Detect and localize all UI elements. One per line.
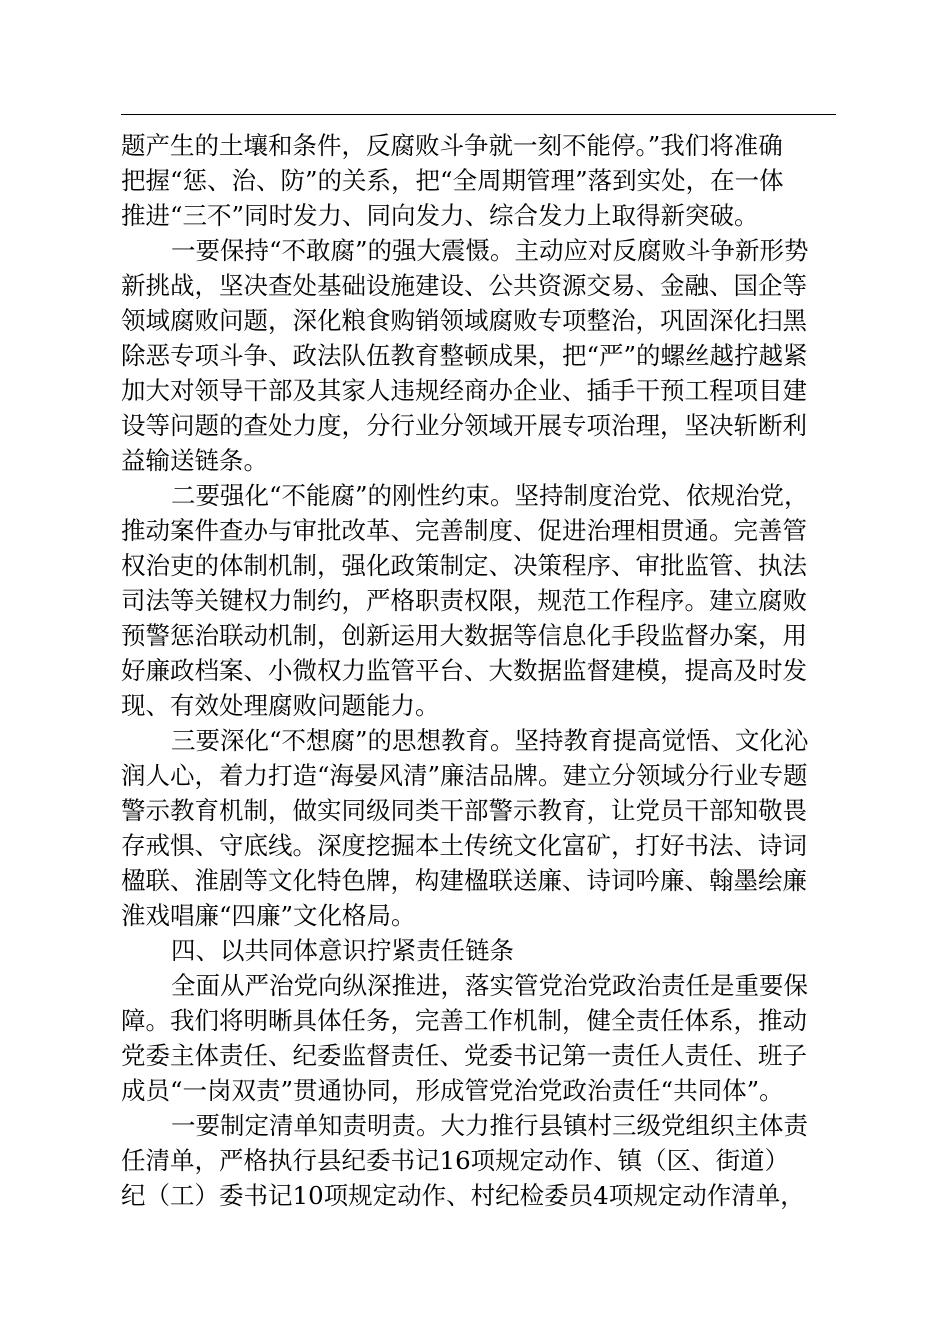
text-line: 全面从严治党向纵深推进，落实管党治党政治责任是重要保 <box>171 971 808 1000</box>
text-line: 益输送链条。 <box>121 446 268 475</box>
text-line: 题产生的土壤和条件，反腐败斗争就一刻不能停。”我们将准确 <box>121 131 783 160</box>
text-line: 好廉政档案、小微权力监管平台、大数据监督建模，提高及时发 <box>121 656 807 685</box>
text-line: 楹联、淮剧等文化特色牌，构建楹联送廉、诗词吟廉、翰墨绘廉 <box>121 866 807 895</box>
text-line: 警示教育机制，做实同级同类干部警示教育，让党员干部知敬畏 <box>121 796 807 825</box>
text-line: 设等问题的查处力度，分行业分领域开展专项治理，坚决斩断利 <box>121 411 807 440</box>
text-line: 润人心，着力打造“海晏风清”廉洁品牌。建立分领域分行业专题 <box>121 761 808 790</box>
text-line: 权治吏的体制机制，强化政策制定、决策程序、审批监管、执法 <box>121 551 807 580</box>
text-line: 司法等关键权力制约，严格职责权限，规范工作程序。建立腐败 <box>121 586 807 615</box>
text-line: 除恶专项斗争、政法队伍教育整顿成果，把“严”的螺丝越拧越紧 <box>121 341 808 370</box>
text-line: 存戒惧、守底线。深度挖掘本土传统文化富矿，打好书法、诗词 <box>121 831 807 860</box>
text-line: 纪（工）委书记10项规定动作、村纪检委员4项规定动作清单， <box>121 1181 805 1210</box>
text-line: 淮戏唱廉“四廉”文化格局。 <box>121 901 416 930</box>
text-line: 把握“惩、治、防”的关系，把“全周期管理”落到实处，在一体 <box>121 166 784 195</box>
text-line: 一要制定清单知责明责。大力推行县镇村三级党组织主体责 <box>171 1111 808 1140</box>
text-line: 四、以共同体意识拧紧责任链条 <box>171 936 514 965</box>
text-line: 障。我们将明晰具体任务，完善工作机制，健全责任体系，推动 <box>121 1006 807 1035</box>
text-line: 党委主体责任、纪委监督责任、党委书记第一责任人责任、班子 <box>121 1041 807 1070</box>
text-line: 预警惩治联动机制，创新运用大数据等信息化手段监督办案，用 <box>121 621 807 650</box>
document-body <box>121 128 836 1213</box>
text-line: 一要保持“不敢腐”的强大震慑。主动应对反腐败斗争新形势 <box>171 236 809 265</box>
text-line: 三要深化“不想腐”的思想教育。坚持教育提高觉悟、文化沁 <box>171 726 809 755</box>
text-line: 成员“一岗双责”贯通协同，形成管党治党政治责任“共同体”。 <box>121 1076 784 1105</box>
text-line: 推进“三不”同时发力、同向发力、综合发力上取得新突破。 <box>121 201 759 230</box>
text-line: 任清单，严格执行县纪委书记16项规定动作、镇（区、街道） <box>121 1146 790 1175</box>
header-rule <box>121 114 836 115</box>
text-line: 现、有效处理腐败问题能力。 <box>121 691 440 720</box>
text-line: 二要强化“不能腐”的刚性约束。坚持制度治党、依规治党， <box>171 481 809 510</box>
text-line: 领域腐败问题，深化粮食购销领域腐败专项整治，巩固深化扫黑 <box>121 306 807 335</box>
text-line: 推动案件查办与审批改革、完善制度、促进治理相贯通。完善管 <box>121 516 807 545</box>
text-line: 加大对领导干部及其家人违规经商办企业、插手干预工程项目建 <box>121 376 807 405</box>
text-line: 新挑战，坚决查处基础设施建设、公共资源交易、金融、国企等 <box>121 271 807 300</box>
